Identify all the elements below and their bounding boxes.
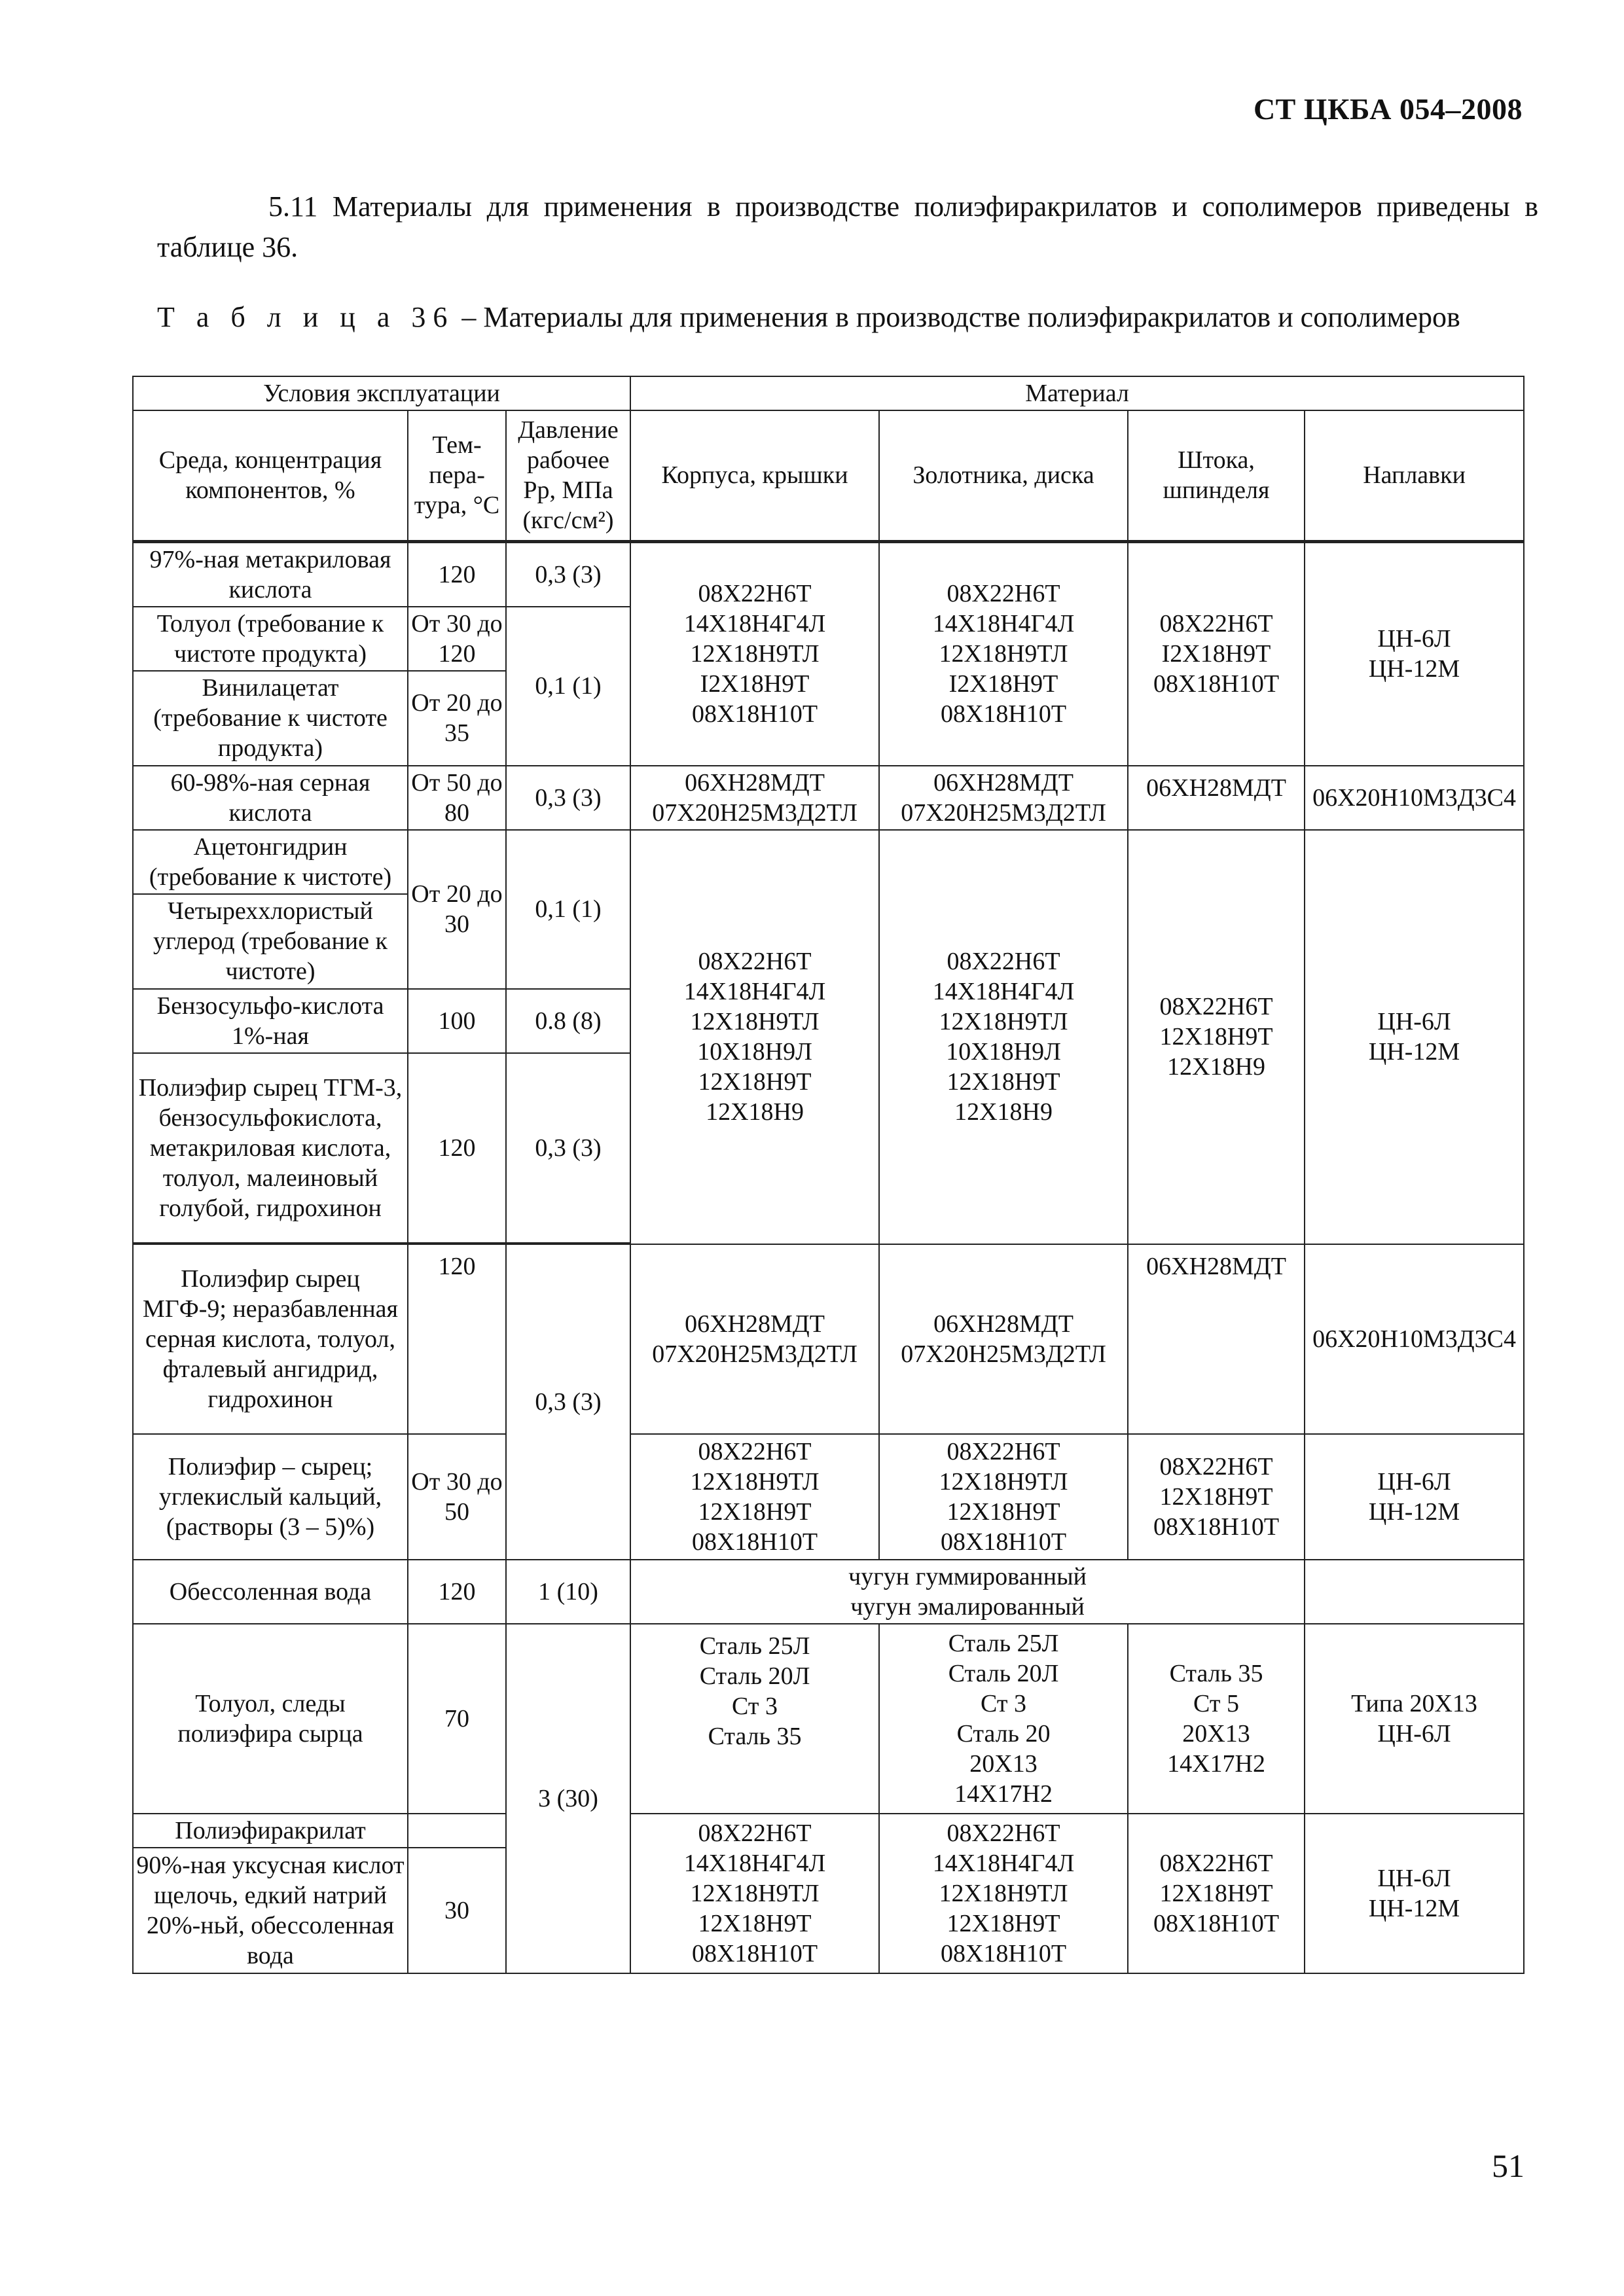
material-grade: 14Х18Н4Г4Л — [683, 1849, 826, 1877]
material-grade: 08Х22Н6Т — [947, 580, 1060, 607]
material-grade: 08Х18Н10Т — [691, 1939, 818, 1967]
material-grade: 14Х18Н4Г4Л — [932, 610, 1075, 637]
temperature-cell: 70 — [408, 1624, 506, 1814]
medium-cell: 97%-ная метакриловая кислота — [133, 541, 408, 607]
medium-cell: Ацетонгидрин (требование к чистоте) — [133, 830, 408, 894]
body-material-cell — [630, 1814, 879, 1973]
material-grade: 12Х18Н9Т — [1159, 1482, 1273, 1511]
medium-cell: 90%-ная уксусная кислот щелочь, едкий натрий 20%-ньй, обессоленная вода — [133, 1848, 408, 1973]
material-grade: 14Х18Н4Г4Л — [932, 978, 1075, 1005]
material-grade: 06ХН28МДТ — [933, 1310, 1074, 1338]
table-group-header-row — [133, 376, 1524, 410]
material-grade: 12Х18Н9ТЛ — [690, 640, 820, 668]
overlay-material-cell — [1305, 1814, 1524, 1973]
table-caption — [157, 298, 1545, 337]
material-grade: ЦН-12М — [1368, 1498, 1460, 1526]
material-grade: Сталь 20 — [956, 1719, 1051, 1748]
material-grade: 12Х18Н9ТЛ — [939, 1879, 1068, 1907]
pressure-cell: 3 (30) — [506, 1624, 630, 1973]
intro-text: Материалы для применения в производстве полиэфиракрилатов и сополимеров приведены в таблице 36. — [157, 190, 1538, 263]
material-grade: Сталь 35 — [708, 1722, 802, 1750]
disc-material-cell — [879, 830, 1128, 1244]
material-grade: 12Х18Н9 — [954, 1098, 1053, 1126]
material-grade: 14Х18Н4Г4Л — [683, 978, 826, 1005]
overlay-material-cell — [1305, 766, 1524, 830]
temperature-cell: 120 — [408, 541, 506, 607]
disc-material-cell — [879, 1244, 1128, 1434]
material-grade: 06Х20Н10М3Д3С4 — [1312, 1325, 1517, 1353]
stem-material-cell — [1128, 830, 1305, 1244]
material-grade: 08Х18Н10Т — [1153, 1513, 1280, 1541]
medium-cell: Полиэфир – сырец; углекислый кальций, (растворы (3 – 5)%) — [133, 1434, 408, 1560]
material-grade: 12Х18Н9Т — [947, 1068, 1060, 1096]
header-pressure: Давление рабочее Рр, МПа (кгс/см²) — [506, 410, 630, 541]
material-grade: 08Х22Н6Т — [947, 1819, 1060, 1847]
material-grade: 06ХН28МДТ — [685, 1310, 825, 1338]
material-grade: I2Х18Н9Т — [948, 670, 1058, 698]
material-grade: 12Х18Н9ТЛ — [690, 1467, 820, 1496]
header-medium: Среда, концентрация компонентов, % — [133, 410, 408, 541]
material-grade: 12Х18Н9Т — [698, 1068, 812, 1096]
material-grade: 08Х22Н6Т — [1159, 993, 1273, 1020]
material-grade: Сталь 25Л — [948, 1629, 1059, 1657]
medium-cell: Полиэфир сырец ТГМ-3, бензосульфокислота, метакриловая кислота, толуол, малеиновый голубой, гидрохинон — [133, 1053, 408, 1243]
material-grade: 10Х18Н9Л — [697, 1038, 812, 1066]
material-grade: 08Х18Н10Т — [691, 1528, 818, 1556]
table-row — [133, 541, 1524, 607]
overlay-material-cell — [1305, 541, 1524, 766]
body-material-cell — [630, 830, 879, 1244]
material-grade: 12Х18Н9ТЛ — [939, 640, 1068, 668]
header-conditions: Условия эксплуатации — [133, 376, 630, 410]
material-grade: 12Х18Н9ТЛ — [939, 1467, 1068, 1496]
body-material-cell — [630, 1434, 879, 1560]
material-grade: 12Х18Н9 — [706, 1098, 804, 1126]
stem-material-cell — [1128, 766, 1305, 830]
material-grade: 08Х22Н6Т — [947, 1437, 1060, 1465]
material-grade: ЦН-6Л — [1377, 1864, 1451, 1892]
material-grade: 06Х20Н10М3Д3С4 — [1312, 783, 1517, 812]
material-grade: 14Х17Н2 — [1167, 1749, 1265, 1778]
overlay-material-cell — [1305, 1624, 1524, 1814]
table-row — [133, 766, 1524, 830]
pressure-cell: 0.8 (8) — [506, 989, 630, 1053]
temperature-cell: От 30 до 50 — [408, 1434, 506, 1560]
pressure-cell: 0,3 (3) — [506, 1053, 630, 1243]
temperature-cell: От 50 до 80 — [408, 766, 506, 830]
temperature-cell: От 20 до 35 — [408, 671, 506, 766]
medium-cell: 60-98%-ная серная кислота — [133, 766, 408, 830]
table-caption-text: – Материалы для применения в производстве полиэфиракрилатов и сополимеров — [454, 301, 1460, 333]
overlay-material-cell — [1305, 1244, 1524, 1434]
material-grade: 08Х18Н10Т — [1153, 670, 1280, 698]
disc-material-cell — [879, 541, 1128, 766]
pressure-cell: 1 (10) — [506, 1560, 630, 1624]
temperature-cell: От 20 до 30 — [408, 830, 506, 989]
table-row — [133, 1434, 1524, 1560]
material-grade: ЦН-6Л — [1377, 1467, 1451, 1496]
medium-cell: Полиэфир сырец МГФ-9; неразбавленная серная кислота, толуол, фталевый ангидрид, гидрохинон — [133, 1244, 408, 1434]
body-material-cell — [630, 1624, 879, 1814]
stem-material-cell — [1128, 1814, 1305, 1973]
material-grade: ЦН-6Л — [1377, 1008, 1451, 1035]
material-grade: 12Х18Н9Т — [1159, 1879, 1273, 1907]
document-code: СТ ЦКБА 054–2008 — [1253, 92, 1523, 126]
header-material: Материал — [630, 376, 1524, 410]
header-overlay: Наплавки — [1305, 410, 1524, 541]
material-grade: Сталь 20Л — [948, 1659, 1059, 1687]
pressure-cell: 0,1 (1) — [506, 830, 630, 989]
table-row — [133, 1624, 1524, 1814]
material-grade: Сталь 20Л — [699, 1662, 810, 1690]
material-grade: 06ХН28МДТ — [1146, 774, 1286, 802]
table-caption-label: Т а б л и ц а 36 — [157, 301, 455, 333]
material-grade: ЦН-6Л — [1377, 625, 1451, 653]
table-row — [133, 1244, 1524, 1434]
page-number: 51 — [1492, 2147, 1525, 2184]
material-grade: 14Х17Н2 — [954, 1780, 1053, 1808]
material-grade: 14Х18Н4Г4Л — [932, 1849, 1075, 1877]
table-row — [133, 1814, 1524, 1848]
medium-cell: Четыреххлористый углерод (требование к чистоте) — [133, 894, 408, 989]
shared-material-cell — [630, 1560, 1305, 1624]
material-grade: 07Х20Н25М3Д2ТЛ — [652, 798, 857, 827]
material-grade: 12Х18Н9Т — [698, 1909, 812, 1937]
material-grade: 08Х22Н6Т — [698, 1437, 812, 1465]
table-row — [133, 830, 1524, 894]
overlay-material-cell — [1305, 1560, 1524, 1624]
temperature-cell: 100 — [408, 989, 506, 1053]
temperature-cell: 120 — [408, 1053, 506, 1243]
material-grade: 08Х18Н10Т — [940, 1939, 1067, 1967]
material-grade: 08Х22Н6Т — [698, 948, 812, 975]
disc-material-cell — [879, 1434, 1128, 1560]
material-grade: Ст 3 — [981, 1689, 1026, 1717]
material-grade: 07Х20Н25М3Д2ТЛ — [901, 798, 1106, 827]
material-grade: 07Х20Н25М3Д2ТЛ — [901, 1340, 1106, 1368]
stem-material-cell — [1128, 1244, 1305, 1434]
material-grade: 08Х22Н6Т — [1159, 1452, 1273, 1480]
material-grade: 08Х22Н6Т — [947, 948, 1060, 975]
material-grade: 10Х18Н9Л — [946, 1038, 1061, 1066]
material-grade: 12Х18Н9ТЛ — [939, 1008, 1068, 1035]
intro-section-number: 5.11 — [268, 190, 318, 223]
material-grade: ЦН-6Л — [1377, 1719, 1451, 1748]
material-grade: 08Х18Н10Т — [1153, 1909, 1280, 1937]
stem-material-cell — [1128, 1624, 1305, 1814]
material-grade: ЦН-12М — [1368, 1894, 1460, 1922]
material-grade: 08Х18Н10Т — [940, 700, 1067, 728]
material-grade: 08Х18Н10Т — [940, 1528, 1067, 1556]
material-grade: 12Х18Н9Т — [698, 1498, 812, 1526]
material-grade: Ст 5 — [1193, 1689, 1239, 1717]
disc-material-cell — [879, 1624, 1128, 1814]
temperature-cell: От 30 до 120 — [408, 607, 506, 671]
overlay-material-cell — [1305, 830, 1524, 1244]
header-stem: Штока, шпинделя — [1128, 410, 1305, 541]
medium-cell: Винилацетат (требование к чистоте продукта) — [133, 671, 408, 766]
medium-cell: Бензосульфо-кислота 1%-ная — [133, 989, 408, 1053]
pressure-cell: 0,3 (3) — [506, 766, 630, 830]
material-grade: 20Х13 — [1182, 1719, 1250, 1748]
material-grade: 12Х18Н9Т — [947, 1909, 1060, 1937]
subheader-cell: Полиэфиракрилат — [133, 1814, 408, 1848]
stem-material-cell — [1128, 541, 1305, 766]
material-grade: 08Х22Н6Т — [698, 580, 812, 607]
materials-table — [132, 376, 1525, 1974]
material-grade: 20Х13 — [969, 1749, 1038, 1778]
temperature-cell: 30 — [408, 1848, 506, 1973]
material-grade: 12Х18Н9 — [1167, 1053, 1265, 1081]
material-grade: 14Х18Н4Г4Л — [683, 610, 826, 637]
material-grade: 08Х18Н10Т — [691, 700, 818, 728]
medium-cell: Толуол, следы полиэфира сырца — [133, 1624, 408, 1814]
intro-paragraph — [157, 187, 1538, 268]
material-grade: чугун эмалированный — [850, 1592, 1085, 1621]
material-grade: Сталь 35 — [1169, 1659, 1263, 1687]
material-grade: 12Х18Н9Т — [947, 1498, 1060, 1526]
table-row — [133, 1560, 1524, 1624]
material-grade: 08Х22Н6Т — [1159, 1849, 1273, 1877]
header-body: Корпуса, крышки — [630, 410, 879, 541]
stem-material-cell — [1128, 1434, 1305, 1560]
overlay-material-cell — [1305, 1434, 1524, 1560]
temperature-cell — [408, 1814, 506, 1848]
temperature-cell: 120 — [408, 1244, 506, 1434]
material-grade: 12Х18Н9Т — [1159, 1023, 1273, 1050]
medium-cell: Обессоленная вода — [133, 1560, 408, 1624]
body-material-cell — [630, 541, 879, 766]
material-grade: I2Х18Н9Т — [1161, 640, 1271, 668]
table-column-header-row — [133, 410, 1524, 541]
pressure-cell: 0,3 (3) — [506, 541, 630, 607]
material-grade: Типа 20Х13 — [1351, 1689, 1477, 1717]
disc-material-cell — [879, 1814, 1128, 1973]
material-grade: 06ХН28МДТ — [685, 768, 825, 797]
header-temperature: Тем-пера-тура, °С — [408, 410, 506, 541]
body-material-cell — [630, 766, 879, 830]
material-grade: 08Х22Н6Т — [1159, 610, 1273, 637]
header-disc: Золотника, диска — [879, 410, 1128, 541]
material-grade: 12Х18Н9ТЛ — [690, 1008, 820, 1035]
material-grade: 08Х22Н6Т — [698, 1819, 812, 1847]
material-grade: 06ХН28МДТ — [1146, 1252, 1286, 1280]
material-grade: 06ХН28МДТ — [933, 768, 1074, 797]
material-grade: ЦН-12М — [1368, 655, 1460, 683]
disc-material-cell — [879, 766, 1128, 830]
material-grade: Сталь 25Л — [699, 1632, 810, 1660]
medium-cell: Толуол (требование к чистоте продукта) — [133, 607, 408, 671]
material-grade: 07Х20Н25М3Д2ТЛ — [652, 1340, 857, 1368]
material-grade: Ст 3 — [732, 1692, 778, 1720]
material-grade: 12Х18Н9ТЛ — [690, 1879, 820, 1907]
material-grade: чугун гуммированный — [848, 1562, 1087, 1590]
body-material-cell — [630, 1244, 879, 1434]
pressure-cell: 0,1 (1) — [506, 607, 630, 766]
material-grade: I2Х18Н9Т — [700, 670, 810, 698]
temperature-cell: 120 — [408, 1560, 506, 1624]
pressure-cell: 0,3 (3) — [506, 1244, 630, 1560]
material-grade: ЦН-12М — [1368, 1038, 1460, 1066]
